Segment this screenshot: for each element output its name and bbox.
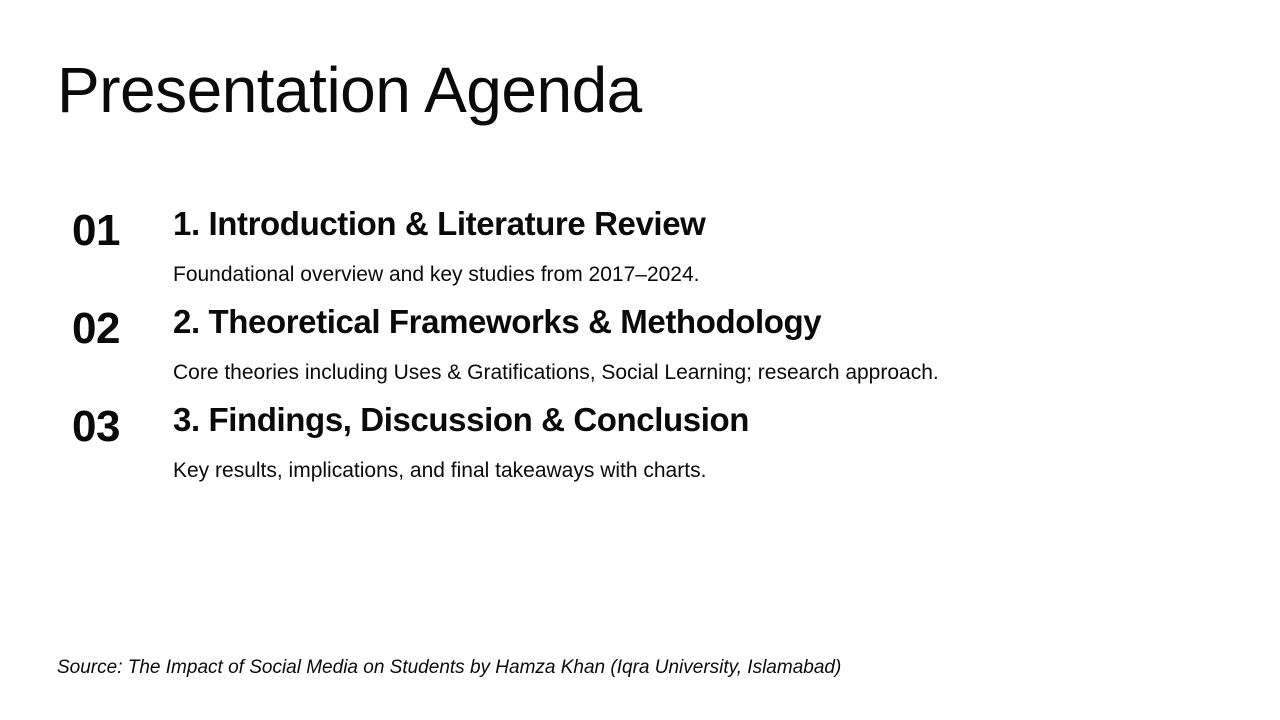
agenda-item-3: [57, 396, 1217, 494]
slide-title: Presentation Agenda: [57, 54, 642, 126]
agenda-item-description: Key results, implications, and final takeaways with charts.: [173, 459, 707, 482]
agenda-item-heading: 1. Introduction & Literature Review: [173, 205, 706, 242]
agenda-item-number: 03: [72, 402, 120, 451]
agenda-item-heading: 2. Theoretical Frameworks & Methodology: [173, 303, 822, 340]
agenda-item-2: [57, 298, 1217, 396]
agenda-item-description: Core theories including Uses & Gratifications, Social Learning; research approach.: [173, 361, 939, 384]
agenda-item-description: Foundational overview and key studies from 2017–2024.: [173, 263, 700, 286]
agenda-item-1: [57, 200, 1217, 298]
source-citation: Source: The Impact of Social Media on Students by Hamza Khan (Iqra University, Islamabad): [57, 657, 842, 678]
agenda-item-number: 02: [72, 304, 120, 353]
agenda-item-number: 01: [72, 206, 120, 255]
agenda-item-heading: 3. Findings, Discussion & Conclusion: [173, 401, 749, 438]
agenda-list: [57, 200, 1217, 494]
